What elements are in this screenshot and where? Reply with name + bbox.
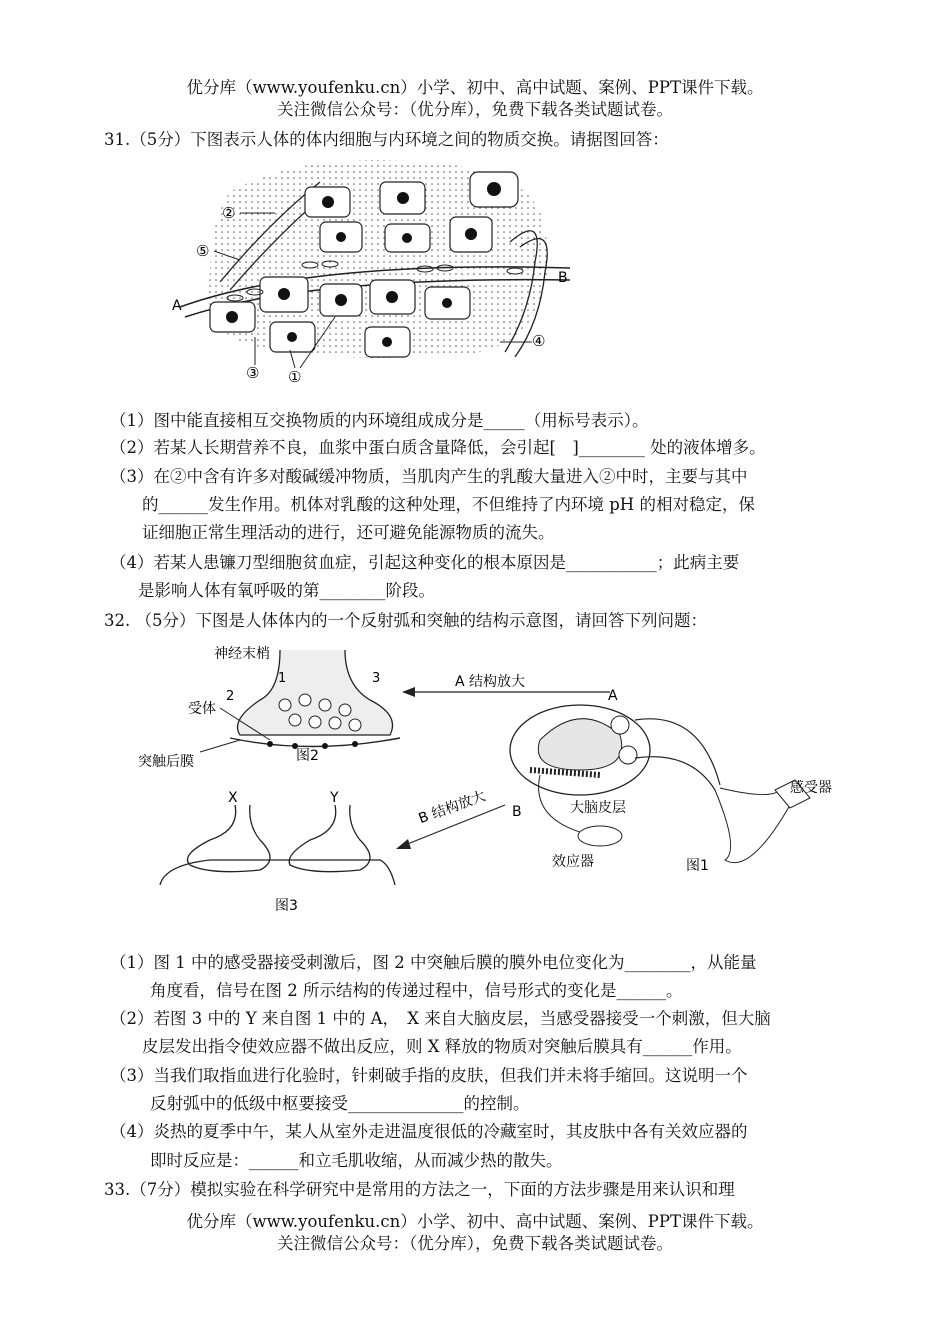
label-3: ③ xyxy=(246,364,260,382)
label-b-enlarge: B 结构放大 xyxy=(416,788,488,828)
label-a: A xyxy=(608,688,618,704)
label-fig1: 图1 xyxy=(686,858,709,874)
q31-p4a: （4）若某人患镰刀型细胞贫血症，引起这种变化的根本原因是___________；此病主要 xyxy=(110,553,740,572)
q31-p3b: 的______发生作用。机体对乳酸的这种处理，不但维持了内环境 pH 的相对稳定，保 xyxy=(142,495,755,514)
q32-p4a: （4）炎热的夏季中午，某人从室外走进温度很低的冷藏室时，其皮肤中各有关效应器的 xyxy=(110,1122,748,1141)
header-line-1: 优分库（www.youfenku.cn）小学、初中、高中试题、案例、PPT课件下载。 xyxy=(186,78,764,97)
q32-p2a: （2）若图 3 中的 Y 来自图 1 中的 A， X 来自大脑皮层，当感受器接受一个刺激，但大脑 xyxy=(110,1009,771,1028)
q32-p4b: 即时反应是：______和立毛肌收缩，从而减少热的散失。 xyxy=(150,1151,563,1170)
label-effector: 效应器 xyxy=(552,854,594,870)
label-postsynaptic: 突触后膜 xyxy=(138,754,194,770)
q32-p3b: 反射弧中的低级中枢要接受______________的控制。 xyxy=(150,1094,530,1113)
label-4: ④ xyxy=(532,332,546,350)
label-5: ⑤ xyxy=(196,242,210,260)
label-fig2: 图2 xyxy=(296,748,319,764)
label-1: ① xyxy=(288,368,302,386)
q31-p3c: 证细胞正常生理活动的进行，还可避免能源物质的流失。 xyxy=(142,523,555,542)
label-n1: 1 xyxy=(278,671,287,686)
label-x: X xyxy=(228,790,238,806)
q32-p1b: 角度看，信号在图 2 所示结构的传递过程中，信号形式的变化是______。 xyxy=(150,981,683,1000)
label-2: ② xyxy=(222,204,236,222)
q32-reflex-arc-diagram xyxy=(130,640,850,922)
label-y: Y xyxy=(330,790,339,806)
footer-line-2: 关注微信公众号：（优分库），免费下载各类试题试卷。 xyxy=(277,1234,673,1253)
label-b: B xyxy=(558,270,568,286)
q31-p4b: 是影响人体有氧呼吸的第________阶段。 xyxy=(138,581,435,600)
q32-p2b: 皮层发出指令使效应器不做出反应，则 X 释放的物质对突触后膜具有______作用。 xyxy=(142,1037,742,1056)
q31-p1: （1）图中能直接相互交换物质的内环境组成成分是_____（用标号表示）。 xyxy=(110,411,649,430)
q33-title: 33.（7分）模拟实验在科学研究中是常用的方法之一，下面的方法步骤是用来认识和理 xyxy=(104,1180,735,1199)
header-line-2: 关注微信公众号：（优分库），免费下载各类试题试卷。 xyxy=(277,100,673,119)
label-n2: 2 xyxy=(226,689,235,704)
label-sensor: 感受器 xyxy=(790,780,832,796)
label-a: A xyxy=(172,298,182,314)
label-a-enlarge: A 结构放大 xyxy=(455,674,526,690)
label-b: B xyxy=(512,804,522,820)
label-receptor: 受体 xyxy=(188,701,216,717)
q31-cell-exchange-diagram xyxy=(160,152,590,390)
label-fig3: 图3 xyxy=(275,898,298,914)
q31-title: 31.（5分）下图表示人体的体内细胞与内环境之间的物质交换。请据图回答： xyxy=(104,130,669,149)
q31-p3a: （3）在②中含有许多对酸碱缓冲物质，当肌肉产生的乳酸大量进入②中时，主要与其中 xyxy=(110,467,748,486)
q32-p1a: （1）图 1 中的感受器接受刺激后，图 2 中突触后膜的膜外电位变化为________，从能量 xyxy=(110,953,757,972)
footer-line-1: 优分库（www.youfenku.cn）小学、初中、高中试题、案例、PPT课件下载。 xyxy=(186,1212,764,1231)
label-n3: 3 xyxy=(372,671,381,686)
label-cortex: 大脑皮层 xyxy=(570,800,626,816)
q31-p2: （2）若某人长期营养不良，血浆中蛋白质含量降低，会引起[ ]________ 处的液体增多。 xyxy=(110,438,766,457)
q32-p3a: （3）当我们取指血进行化验时，针刺破手指的皮肤，但我们并未将手缩回。这说明一个 xyxy=(110,1066,748,1085)
label-nerve-end: 神经末梢 xyxy=(214,646,270,662)
q32-title: 32. （5分）下图是人体体内的一个反射弧和突触的结构示意图，请回答下列问题： xyxy=(104,611,707,630)
